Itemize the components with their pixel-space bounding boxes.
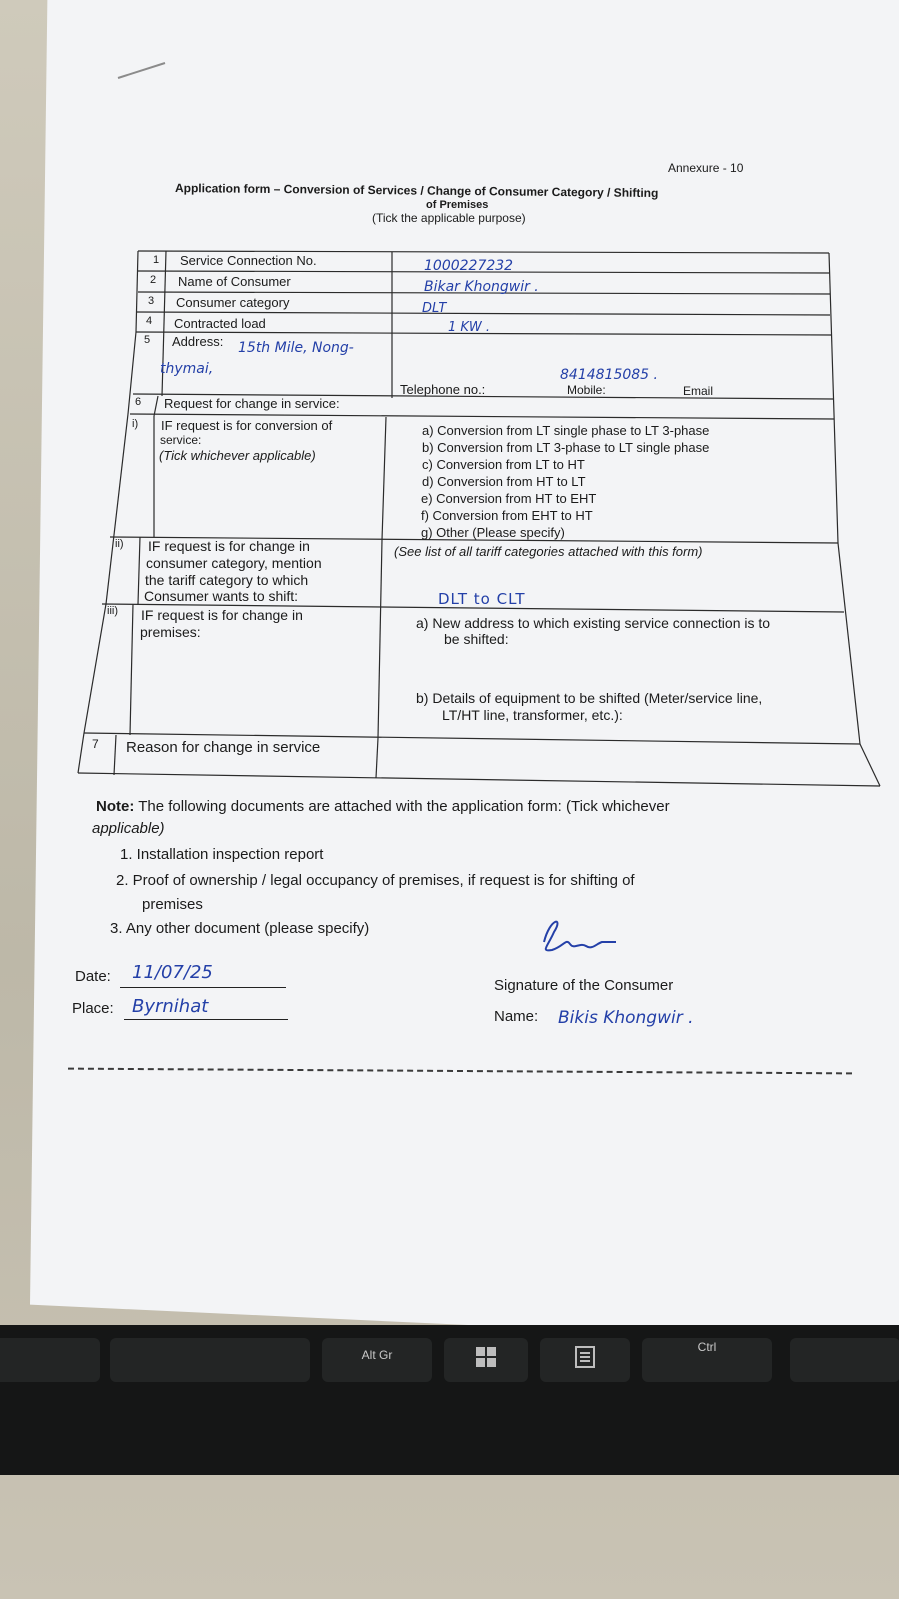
row4-label: Contracted load — [174, 316, 266, 331]
telephone-label: Telephone no.: — [400, 382, 486, 397]
premises-b-line2: LT/HT line, transformer, etc.): — [442, 707, 623, 723]
row7-number: 7 — [92, 737, 99, 751]
name-label: Name: — [494, 1008, 539, 1025]
row6i-line2: service: — [160, 433, 202, 447]
tariff-note: (See list of all tariff categories attached with this form) — [394, 544, 703, 559]
premises-b-line1: b) Details of equipment to be shifted (Meter/service line, — [416, 690, 763, 706]
row5-label: Address: — [172, 334, 224, 349]
option-c[interactable]: c) Conversion from LT to HT — [422, 457, 585, 472]
row5-number: 5 — [144, 334, 151, 346]
option-f[interactable]: f) Conversion from EHT to HT — [421, 508, 593, 523]
date-value: 11/07/25 — [132, 962, 213, 983]
row6ii-line4: Consumer wants to shift: — [144, 588, 299, 604]
row6iii-line2: premises: — [140, 624, 201, 640]
row6iii-number: iii) — [107, 605, 118, 617]
row2-label: Name of Consumer — [178, 274, 291, 289]
row6i-number: i) — [132, 418, 139, 430]
key-ctrl: Ctrl — [642, 1338, 772, 1382]
mobile-value: 8414815085 . — [560, 367, 658, 383]
doc-item-3: 3. Any other document (please specify) — [110, 920, 370, 937]
row6ii-line1: IF request is for change in — [148, 538, 310, 554]
consumer-category-value: DLT — [422, 301, 447, 316]
menu-icon — [575, 1346, 595, 1368]
row1-label: Service Connection No. — [180, 253, 317, 268]
key-menu — [540, 1338, 630, 1382]
key-altgr: Alt Gr — [322, 1338, 432, 1382]
key-blank-2 — [790, 1338, 899, 1382]
row2-number: 2 — [150, 274, 157, 286]
key-windows — [444, 1338, 528, 1382]
date-underline — [120, 987, 286, 988]
option-e[interactable]: e) Conversion from HT to EHT — [421, 491, 597, 506]
form-title-line2: of Premises — [426, 199, 489, 211]
doc-item-2-cont: premises — [142, 896, 203, 913]
place-underline — [124, 1019, 288, 1020]
address-value-line2: thymai, — [160, 361, 214, 377]
doc-item-2: 2. Proof of ownership / legal occupancy of premises, if request is for shifting of — [116, 872, 635, 889]
annexure-label: Annexure - 10 — [668, 161, 744, 175]
row6ii-line2: consumer category, mention — [146, 555, 322, 571]
row6-label: Request for change in service: — [164, 396, 340, 411]
option-g[interactable]: g) Other (Please specify) — [421, 525, 565, 540]
doc-item-1: 1. Installation inspection report — [120, 846, 324, 863]
note-line2: applicable) — [92, 820, 165, 837]
note-text: The following documents are attached with the application form: (Tick whichever — [138, 798, 670, 815]
row3-number: 3 — [148, 295, 155, 307]
contracted-load-value: 1 KW . — [448, 320, 491, 335]
row1-number: 1 — [153, 254, 160, 266]
consumer-signature-icon — [530, 912, 630, 962]
row6-number: 6 — [135, 396, 142, 408]
windows-icon — [475, 1346, 497, 1368]
key-space — [110, 1338, 310, 1382]
row6i-line1: IF request is for conversion of — [161, 418, 333, 433]
consumer-name-signed: Bikis Khongwir . — [558, 1008, 694, 1028]
row4-number: 4 — [146, 315, 153, 327]
row6iii-line1: IF request is for change in — [141, 607, 303, 623]
note-bold-label: Note: — [96, 798, 135, 815]
row6ii-number: ii) — [115, 538, 124, 550]
form-subtitle: (Tick the applicable purpose) — [372, 211, 526, 225]
date-label: Date: — [75, 968, 111, 985]
note-line1 — [96, 798, 670, 815]
signature-label: Signature of the Consumer — [494, 977, 674, 994]
row3-label: Consumer category — [176, 295, 290, 310]
row7-label: Reason for change in service — [126, 739, 321, 756]
consumer-name-value: Bikar Khongwir . — [424, 279, 539, 295]
service-connection-value: 1000227232 — [424, 258, 514, 274]
tariff-change-value: DLT to CLT — [438, 590, 526, 608]
mobile-label: Mobile: — [567, 383, 606, 397]
premises-a-line1: a) New address to which existing service connection is to — [416, 615, 771, 631]
row6i-line3: (Tick whichever applicable) — [159, 448, 316, 463]
option-a[interactable]: a) Conversion from LT single phase to LT 3-phase — [422, 423, 710, 438]
option-d[interactable]: d) Conversion from HT to LT — [422, 474, 586, 489]
premises-a-line2: be shifted: — [444, 631, 509, 647]
row6ii-line3: the tariff category to which — [145, 572, 309, 588]
place-value: Byrnihat — [132, 996, 209, 1017]
option-b[interactable]: b) Conversion from LT 3-phase to LT single phase — [422, 440, 710, 455]
key-blank-1 — [0, 1338, 100, 1382]
form-title: Application form – Conversion of Services / Change of Consumer Category / Shifting — [174, 181, 659, 201]
address-value-line1: 15th Mile, Nong- — [238, 340, 354, 356]
place-label: Place: — [72, 1000, 114, 1017]
email-label: Email — [683, 384, 714, 398]
